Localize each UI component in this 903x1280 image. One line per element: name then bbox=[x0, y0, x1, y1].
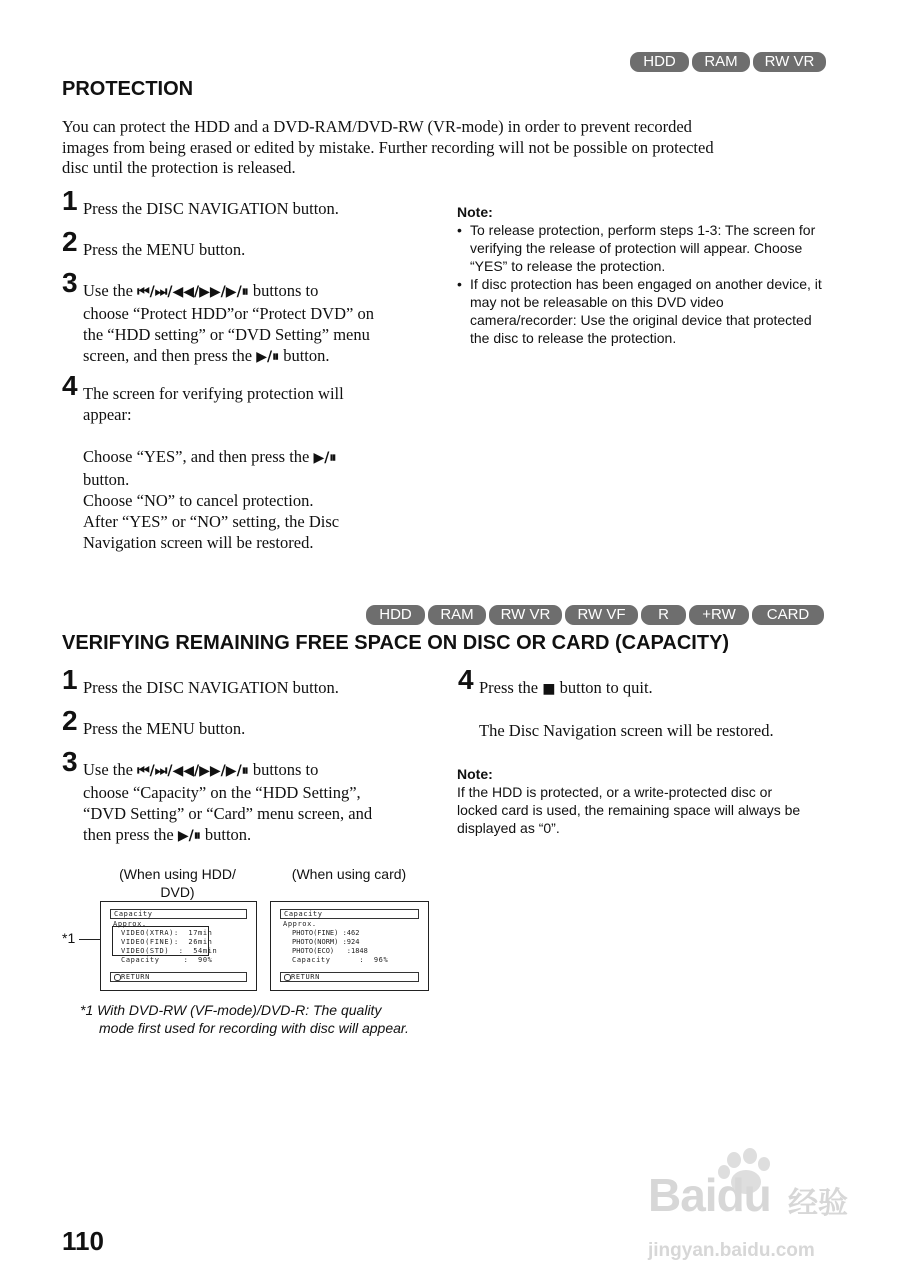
step-text: After “YES” or “NO” setting, the Disc bbox=[83, 512, 340, 531]
capacity-note bbox=[457, 765, 837, 837]
step-text: then press the bbox=[83, 825, 178, 844]
screen-approx: Approx. bbox=[283, 920, 317, 928]
step-text: Choose “YES”, and then press the bbox=[83, 447, 314, 466]
step-number: 3 bbox=[62, 267, 78, 298]
step-text: choose “Capacity” on the “HDD Setting”, bbox=[83, 783, 361, 802]
watermark-brand: Baidu bbox=[648, 1169, 771, 1221]
media-badge-hdd: HDD bbox=[366, 605, 425, 625]
caption-hdd-dvd bbox=[100, 865, 255, 901]
watermark-url: jingyan.baidu.com bbox=[648, 1240, 815, 1261]
protection-step-2 bbox=[62, 226, 442, 260]
footnote-marker: *1 bbox=[62, 930, 76, 946]
note-title: Note: bbox=[457, 204, 493, 220]
media-badge-rw-vr: RW VR bbox=[753, 52, 826, 72]
protection-step-1 bbox=[62, 185, 442, 219]
protection-media-badges bbox=[630, 52, 826, 72]
step-number: 2 bbox=[62, 705, 78, 736]
media-badge-plus-rw: +RW bbox=[689, 605, 749, 625]
step-text: Press the MENU button. bbox=[83, 240, 246, 259]
step-text: button. bbox=[279, 346, 330, 365]
capacity-step-2 bbox=[62, 705, 442, 739]
protection-intro bbox=[62, 117, 852, 179]
step-text: Use the bbox=[83, 760, 138, 779]
screen-title-bar: Capacity bbox=[110, 909, 247, 919]
screen-line: PHOTO(FINE) :462 bbox=[292, 929, 360, 937]
media-badge-hdd: HDD bbox=[630, 52, 689, 72]
step-text: choose “Protect HDD”or “Protect DVD” on bbox=[83, 304, 374, 323]
step-text: button. bbox=[200, 825, 252, 844]
skip-fwd-rev-play-pause-icons: ⏮/⏭/◀◀/▶▶/▶/⏸ bbox=[137, 763, 249, 779]
intro-line: You can protect the HDD and a DVD-RAM/DVD-RW (VR-mode) in order to prevent recorded bbox=[62, 117, 692, 136]
screen-capacity: Capacity : 96% bbox=[292, 956, 389, 964]
return-button-icon bbox=[284, 974, 291, 981]
step-number: 2 bbox=[62, 226, 78, 257]
step-text: Press the bbox=[479, 678, 543, 697]
note-title: Note: bbox=[457, 766, 493, 782]
note-text: displayed as “0”. bbox=[457, 820, 560, 836]
media-badge-card: CARD bbox=[752, 605, 824, 625]
screen-line: PHOTO(ECO) :1848 bbox=[292, 947, 368, 955]
screen-title-bar: Capacity bbox=[280, 909, 419, 919]
play-pause-icon: ▶/⏸ bbox=[313, 450, 337, 466]
media-badge-ram: RAM bbox=[428, 605, 486, 625]
protection-step-4 bbox=[62, 370, 442, 553]
capacity-step-4 bbox=[458, 664, 838, 741]
step-text: appear: bbox=[83, 405, 132, 424]
capacity-step-3 bbox=[62, 746, 447, 847]
watermark-brand-cn: 经验 bbox=[788, 1186, 848, 1221]
media-badge-rw-vf: RW VF bbox=[565, 605, 638, 625]
step-number: 1 bbox=[62, 664, 78, 695]
protection-step-3 bbox=[62, 267, 442, 368]
step-text: Press the DISC NAVIGATION button. bbox=[83, 678, 339, 697]
capacity-media-badges bbox=[366, 605, 824, 625]
screen-line: VIDEO(XTRA): 17min bbox=[121, 929, 213, 937]
intro-line: disc until the protection is released. bbox=[62, 158, 296, 177]
section-title-protection: PROTECTION bbox=[62, 78, 194, 100]
step-number: 1 bbox=[62, 185, 78, 216]
step-text: The Disc Navigation screen will be restored. bbox=[479, 721, 774, 740]
screen-approx: Approx. bbox=[113, 920, 147, 928]
stop-icon: ■ bbox=[542, 681, 556, 697]
media-badge-rw-vr: RW VR bbox=[489, 605, 562, 625]
step-text: Press the DISC NAVIGATION button. bbox=[83, 199, 339, 218]
step-text: the “HDD setting” or “DVD Setting” menu bbox=[83, 325, 370, 344]
step-number: 4 bbox=[62, 370, 78, 401]
screen-line: PHOTO(NORM) :924 bbox=[292, 938, 360, 946]
media-badge-r: R bbox=[641, 605, 686, 625]
return-button-icon bbox=[114, 974, 121, 981]
screen-return-label: RETURN bbox=[121, 973, 150, 981]
caption-line: DVD) bbox=[160, 884, 195, 900]
page-number: 110 bbox=[62, 1226, 104, 1256]
figure-footnote bbox=[80, 1001, 409, 1037]
step-text: screen, and then press the bbox=[83, 346, 257, 365]
intro-line: images from being erased or edited by mistake. Further recording will not be possible on protected bbox=[62, 137, 714, 157]
baidu-watermark-logo bbox=[640, 1148, 865, 1273]
screen-line: VIDEO(FINE): 26min bbox=[121, 938, 213, 946]
skip-fwd-rev-play-pause-icons: ⏮/⏭/◀◀/▶▶/▶/⏸ bbox=[137, 284, 249, 300]
play-pause-icon: ▶/⏸ bbox=[256, 349, 280, 365]
section-title-capacity: VERIFYING REMAINING FREE SPACE ON DISC OR CARD (CAPACITY) bbox=[62, 632, 730, 654]
screen-return-bar bbox=[110, 972, 247, 982]
step-text: Choose “NO” to cancel protection. bbox=[83, 491, 314, 510]
screen-return-label: RETURN bbox=[291, 973, 320, 981]
caption-line: (When using HDD/ bbox=[119, 866, 236, 882]
capacity-screen-card bbox=[270, 901, 429, 991]
note-text: If the HDD is protected, or a write-protected disc or bbox=[457, 784, 773, 800]
step-text: “DVD Setting” or “Card” menu screen, and bbox=[83, 804, 373, 823]
note-item: • If disc protection has been engaged on another device, it may not be releasable on this DVD video camera/recorder: Use the original device that protected the disc to release the protection. bbox=[457, 275, 827, 347]
footnote-line: *1 With DVD-RW (VF-mode)/DVD-R: The quality bbox=[80, 1002, 382, 1018]
step-text: button. bbox=[83, 470, 130, 489]
step-number: 4 bbox=[458, 664, 474, 695]
caption-card: (When using card) bbox=[291, 866, 407, 882]
step-text: button to quit. bbox=[555, 678, 653, 697]
step-text: buttons to bbox=[248, 760, 319, 779]
screen-line: VIDEO(STD) : 54min bbox=[121, 947, 218, 955]
footnote-line: mode first used for recording with disc will appear. bbox=[99, 1020, 409, 1036]
capacity-screen-hdd bbox=[100, 901, 257, 991]
play-pause-icon: ▶/⏸ bbox=[177, 828, 201, 844]
screen-return-bar bbox=[280, 972, 419, 982]
step-text: The screen for verifying protection will bbox=[83, 384, 344, 403]
step-text: buttons to bbox=[248, 281, 319, 300]
protection-note bbox=[457, 203, 827, 347]
media-badge-ram: RAM bbox=[692, 52, 750, 72]
step-text: Press the MENU button. bbox=[83, 719, 246, 738]
step-number: 3 bbox=[62, 746, 78, 777]
note-text: locked card is used, the remaining space will always be bbox=[457, 802, 801, 818]
step-text: Use the bbox=[83, 281, 138, 300]
note-list bbox=[457, 221, 827, 347]
screen-capacity: Capacity : 90% bbox=[121, 956, 213, 964]
note-item: • To release protection, perform steps 1-3: The screen for verifying the release of protection will appear. Choose “YES” to release the protection. bbox=[457, 221, 827, 275]
capacity-step-1 bbox=[62, 664, 442, 698]
step-text: Navigation screen will be restored. bbox=[83, 533, 314, 552]
